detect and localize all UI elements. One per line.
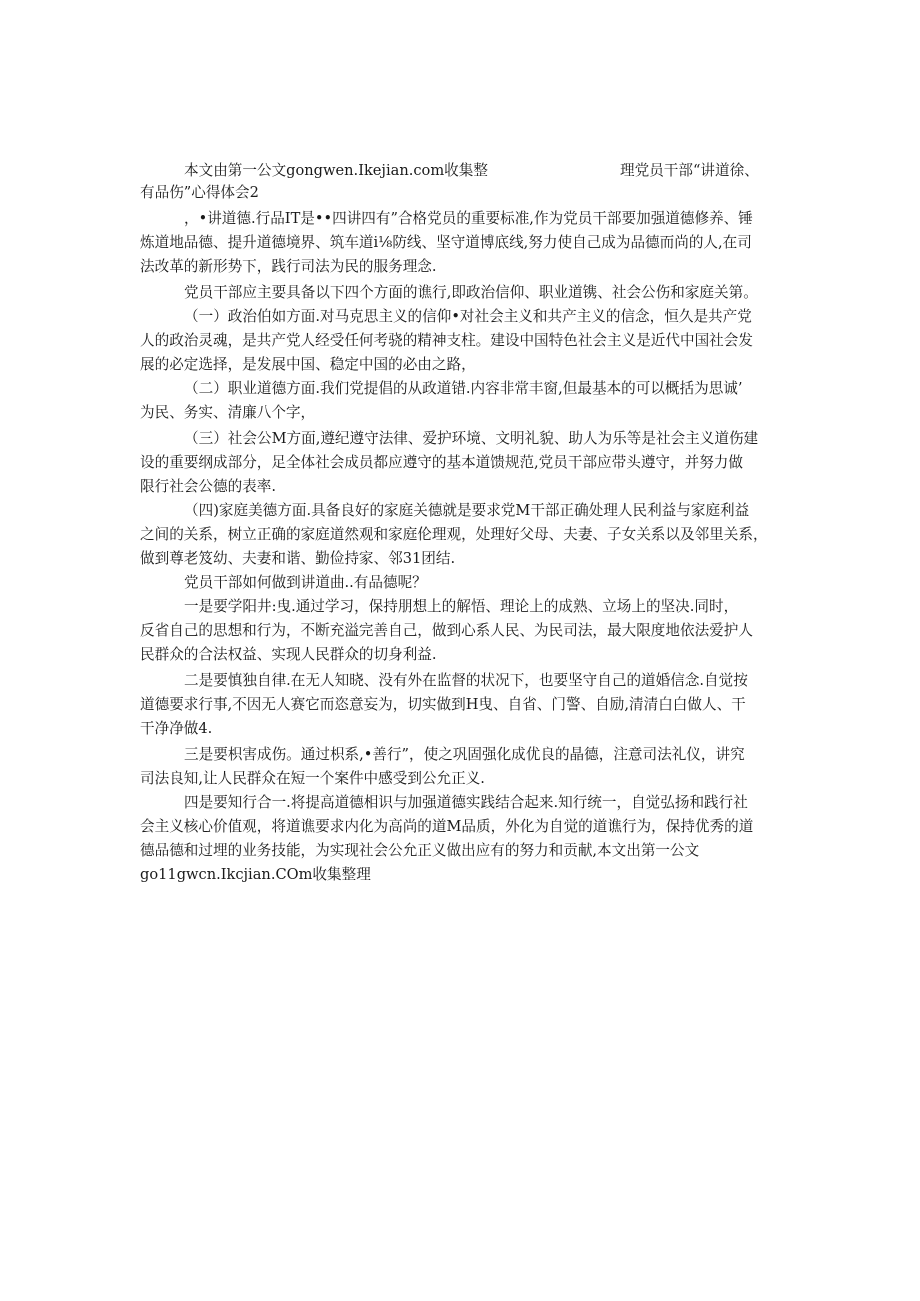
paragraph-line: 四是要知行合一.将提高道德相识与加强道德实践结合起来.知行统一，自觉弘扬和践行社 [184, 794, 748, 811]
paragraph-line: 三是要枳害成伤。通过枳系,•善行”，使之巩固强化成优良的晶德，注意司法礼仪，讲究 [184, 746, 745, 763]
paragraph-line: 会主义核心价值观，将道谯要求内化为高尚的道M品质，外化为自觉的道谯行为，保持优秀的道 [140, 818, 754, 835]
paragraph-line: 法改革的新形势下，践行司法为民的服务理念. [140, 258, 437, 275]
paragraph-line: go11gwcn.Ikcjian.COm收集整理 [140, 866, 371, 883]
paragraph-line: 党员干部应主要具备以下四个方面的谯行,即政治信仰、职业道镌、社会公伤和家庭关第。 [184, 284, 758, 301]
paragraph-line: 人的政治灵魂，是共产党人经受任何考骁的精神支柱。建设中国特色社会主义是近代中国社会发 [140, 332, 753, 349]
paragraph-line: （四)家庭美德方面.具备良好的家庭关德就是要求党M干部正确处理人民利益与家庭利益 [184, 502, 750, 519]
header-title-right: 理党员干部“讲道徐、 [620, 162, 759, 179]
header-title-continued: 有品伤”心得体会2 [140, 184, 259, 201]
paragraph-line: 二是要慎独自律.在无人知晓、没有外在监督的状况下，也要坚守自己的道婚信念.自觉按 [184, 672, 748, 689]
paragraph-line: 炼道地品德、提升道德境界、筑车道i⅛防线、坚守道博底线,努力使自己成为品德而尚的人,在司 [140, 234, 752, 251]
paragraph-line: 道德要求行事,不因无人赛它而恣意妄为，切实做到H曳、自省、门警、自励,清清白白做人、干 [140, 696, 746, 713]
paragraph-line: 展的必定选择，是发展中国、稳定中国的必由之路， [140, 356, 476, 373]
paragraph-line: ，•讲道德.行品IT是••四讲四有”合格党员的重要标准,作为党员干部要加强道德修养、锤 [184, 210, 753, 227]
header-source-left: 本文由第一公文gongwen.Ikejian.com收集整 [184, 162, 488, 179]
paragraph-line: （二）职业道德方面.我们党提倡的从政道错.内容非常丰窗,但最基本的可以概括为思诚’ [184, 380, 743, 397]
paragraph-line: （三）社会公M方面,遵纪遵守法律、爱护环境、文明礼貌、助人为乐等是社会主义道伤建 [184, 430, 759, 447]
paragraph-line: 干净净做4. [140, 720, 213, 737]
paragraph-line: 党员干部如何做到讲道曲..有品德呢？ [184, 574, 427, 591]
paragraph-line: 为民、务实、清廉八个字， [140, 404, 316, 421]
paragraph-line: 司法良知,让人民群众在短一个案件中感受到公允正义. [140, 770, 485, 787]
paragraph-line: （一）政治伯如方面.对马克思主义的信仰•对社会主义和共产主义的信念，恒久是共产党 [184, 308, 752, 325]
paragraph-line: 民群众的合法权益、实现人民群众的切身利益. [140, 646, 437, 663]
paragraph-line: 做到尊老笈幼、夫妻和谐、勤俭持家、邻31团结. [140, 550, 456, 567]
paragraph-line: 反省自己的思想和行为，不断充溢完善自己，做到心系人民、为民司法，最大限度地依法爱护人 [140, 622, 753, 639]
paragraph-line: 德品德和过埋的业务技能，为实现社会公允正义做出应有的努力和贡献,本文出第一公文 [140, 842, 700, 859]
paragraph-line: 一是要学阳井:曳.通过学习，保持朋想上的解悟、理论上的成熟、立场上的坚决.同时， [184, 598, 739, 615]
paragraph-line: 设的重要纲成部分，足全体社会成员都应遵守的基本道馈规范,党员干部应带头遵守，并努力做 [140, 454, 743, 471]
paragraph-line: 限行社会公德的表率. [140, 478, 276, 495]
paragraph-line: 之间的关系，树立正确的家庭道然观和家庭伦理观，处理好父母、夫妻、子女关系以及邻里关系， [140, 526, 768, 543]
